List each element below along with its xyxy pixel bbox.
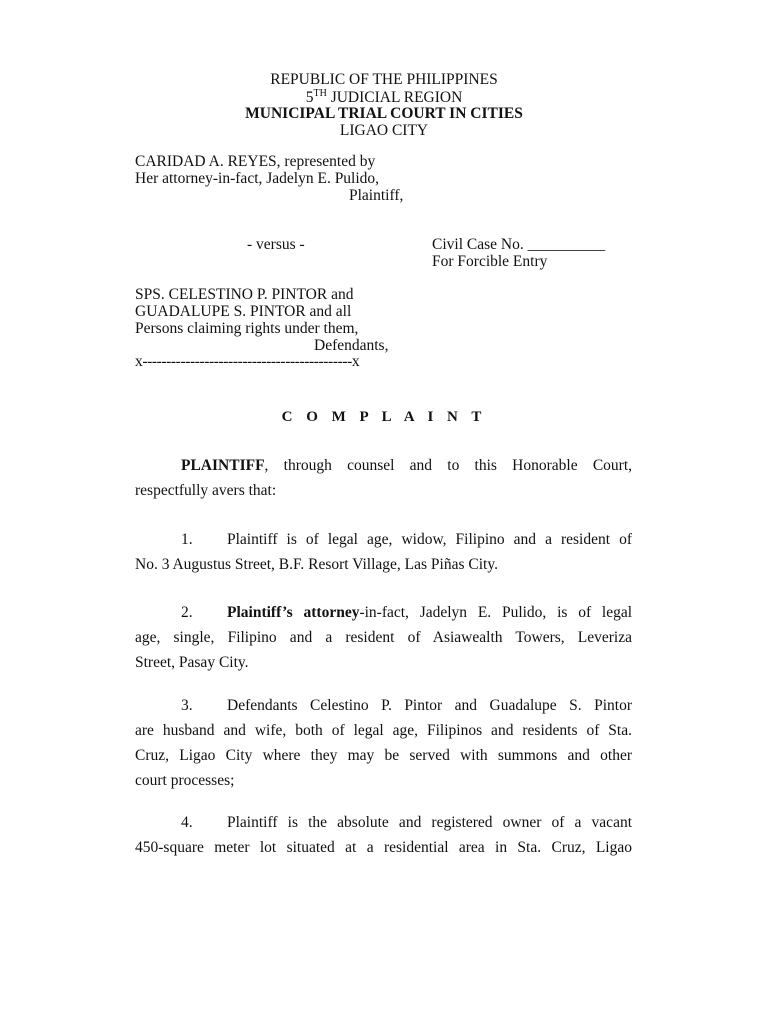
defendant-role: Defendants, bbox=[314, 337, 389, 354]
defendant-line-2: GUADALUPE S. PINTOR and all bbox=[135, 303, 352, 320]
defendant-line-3: Persons claiming rights under them, bbox=[135, 320, 359, 337]
court-heading: MUNICIPAL TRIAL COURT IN CITIES bbox=[245, 105, 523, 122]
para-3-number: 3. bbox=[181, 697, 193, 714]
para-3-line-3: Cruz, Ligao City where they may be served with summons and other bbox=[135, 747, 632, 764]
case-number: Civil Case No. __________ bbox=[432, 236, 606, 253]
para-3-line-1: 3. Defendants Celestino P. Pintor and Guadalupe S. Pintor bbox=[181, 697, 632, 714]
para-2-number: 2. bbox=[181, 604, 193, 621]
para-4-number: 4. bbox=[181, 814, 193, 831]
para-2-line-1: 2. Plaintiff’s attorney-in-fact, Jadelyn E. Pulido, is of legal bbox=[181, 604, 633, 621]
intro-line-1 bbox=[135, 457, 632, 475]
para-2-line-2: age, single, Filipino and a resident of Asiawealth Towers, Leveriza bbox=[135, 629, 632, 646]
region-suffix: TH bbox=[313, 88, 327, 99]
region-number: 5 bbox=[305, 89, 314, 106]
intro-bold-word: PLAINTIFF bbox=[181, 457, 265, 474]
versus-text: - versus - bbox=[247, 236, 305, 253]
para-4-line-2: 450-square meter lot situated at a residential area in Sta. Cruz, Ligao bbox=[135, 839, 632, 856]
plaintiff-role: Plaintiff, bbox=[349, 187, 404, 204]
case-type: For Forcible Entry bbox=[432, 253, 548, 270]
defendant-line-1: SPS. CELESTINO P. PINTOR and bbox=[135, 286, 354, 303]
document-title: C O M P L A I N T bbox=[281, 409, 487, 425]
para-1-line-1: 1. Plaintiff is of legal age, widow, Filipino and a resident of bbox=[181, 531, 632, 548]
intro-line-2: respectfully avers that: bbox=[135, 482, 277, 499]
republic-heading: REPUBLIC OF THE PHILIPPINES bbox=[270, 71, 498, 88]
region-text: JUDICIAL REGION bbox=[326, 89, 463, 106]
para-1-line-2: No. 3 Augustus Street, B.F. Resort Village, Las Piñas City. bbox=[135, 556, 498, 573]
plaintiff-attorney-line: Her attorney-in-fact, Jadelyn E. Pulido, bbox=[135, 170, 380, 187]
para-4-line-1: 4. Plaintiff is the absolute and registered owner of a vacant bbox=[181, 814, 632, 831]
caption-separator: x--------------------------------------------x bbox=[135, 353, 360, 370]
para-2-line-3: Street, Pasay City. bbox=[135, 654, 249, 671]
intro-line-1-rest: , through counsel and to this Honorable Court, bbox=[264, 457, 632, 474]
city-heading: LIGAO CITY bbox=[339, 122, 429, 139]
plaintiff-name-line: CARIDAD A. REYES, represented by bbox=[135, 153, 376, 170]
para-2-bold-lead: Plaintiff’s attorney bbox=[227, 604, 360, 621]
para-3-line-4: court processes; bbox=[135, 772, 235, 789]
para-1-number: 1. bbox=[181, 531, 193, 548]
para-3-line-2: are husband and wife, both of legal age, Filipinos and residents of Sta. bbox=[135, 722, 632, 739]
